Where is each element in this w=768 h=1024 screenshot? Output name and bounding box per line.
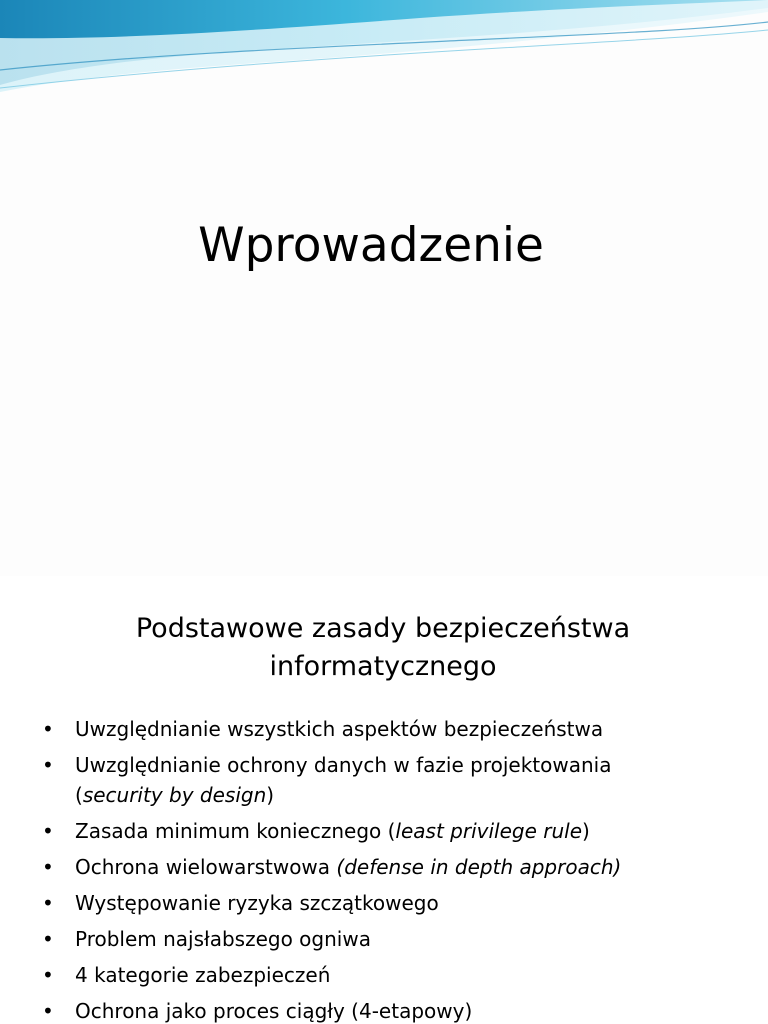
list-item: • Ochrona wielowarstwowa (defense in depth approach)	[42, 852, 752, 882]
bullet-icon: •	[42, 855, 54, 879]
slide-title-text: Wprowadzenie	[198, 218, 544, 273]
bullet-icon: •	[42, 927, 54, 951]
bullet-icon: •	[42, 717, 54, 741]
header-wave-decoration	[0, 0, 768, 110]
slide-principles	[0, 576, 768, 1024]
bullet-icon: •	[42, 891, 54, 915]
list-item: • Ochrona jako proces ciągły (4-etapowy)	[42, 996, 752, 1024]
list-item: • Występowanie ryzyka szczątkowego	[42, 888, 752, 918]
bullet-icon: •	[42, 963, 54, 987]
bullet-list	[42, 714, 752, 1024]
slide-heading	[60, 610, 706, 686]
list-item: • Uwzględnianie wszystkich aspektów bezpieczeństwa	[42, 714, 752, 744]
list-item-line2: (security by design)	[75, 783, 275, 807]
slide-heading-line2: informatycznego	[269, 651, 497, 682]
list-item: • Problem najsłabszego ogniwa	[42, 924, 752, 954]
slide-heading-line1: Podstawowe zasady bezpieczeństwa	[135, 613, 631, 644]
list-item: • Zasada minimum koniecznego (least privilege rule)	[42, 816, 752, 846]
list-item: • Uwzględnianie ochrony danych w fazie projektowania (security by design)	[42, 750, 752, 810]
bullet-icon: •	[42, 999, 54, 1023]
list-item: • 4 kategorie zabezpieczeń	[42, 960, 752, 990]
bullet-icon: •	[42, 753, 54, 777]
bullet-icon: •	[42, 819, 54, 843]
